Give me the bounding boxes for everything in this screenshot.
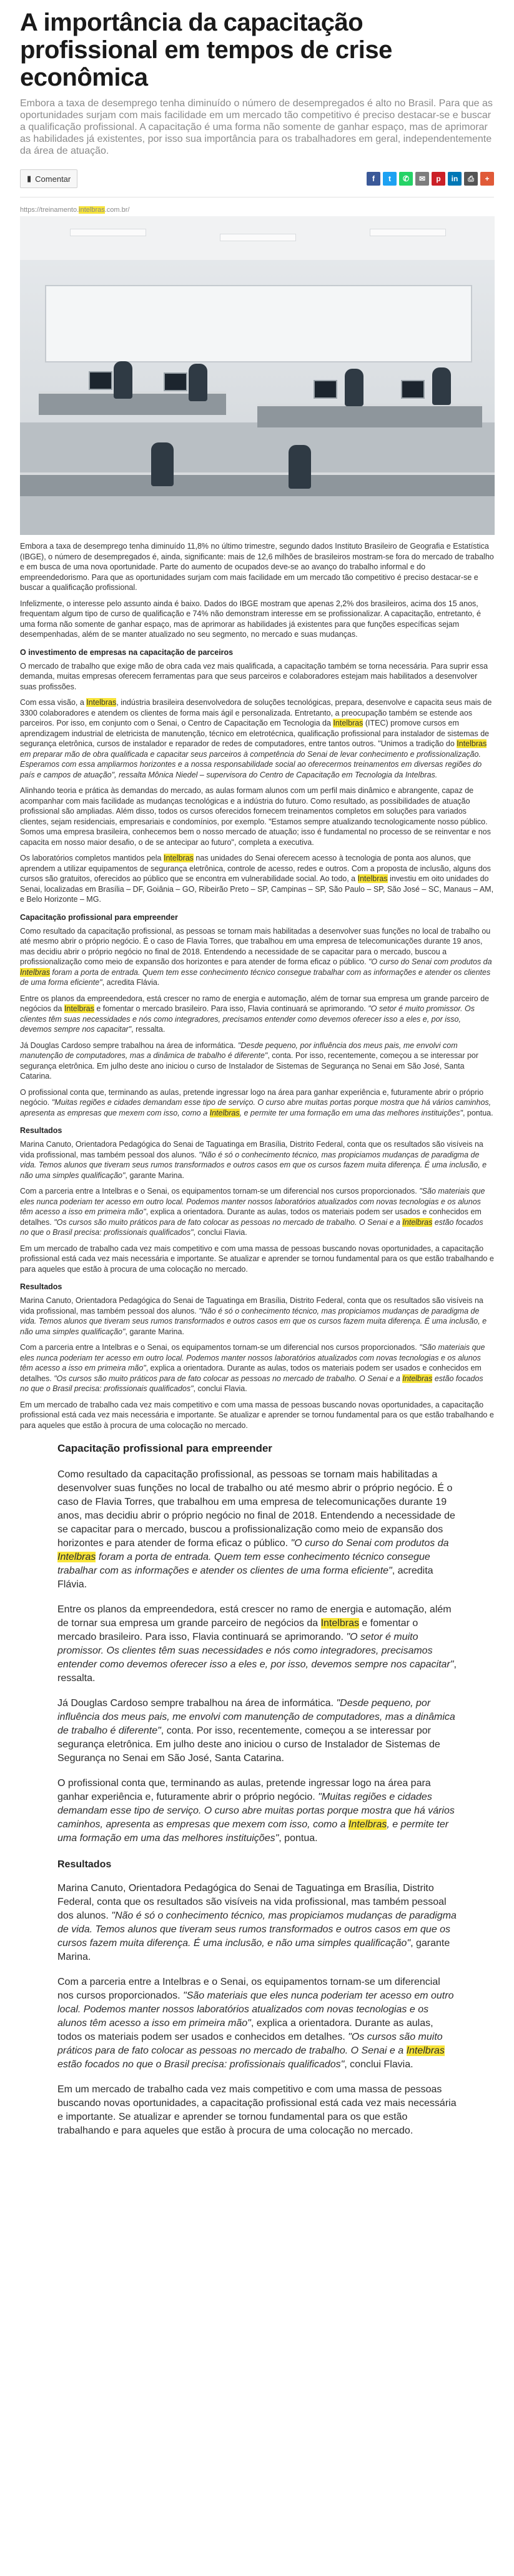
brand-highlight: Intelbras [348, 1819, 387, 1830]
brand-highlight: Intelbras [20, 967, 50, 977]
paragraph: Marina Canuto, Orientadora Pedagógica do Senai de Taguatinga em Brasília, Distrito Federal, conta que os resultados são visíveis na vida profissional, mas também pessoal dos alunos. "Não é só o conhecimento técnico, mas propiciamos mudanças de paradigma de vida. Temos alunos que tiveram seus rumos transformados e outros casos em que os cursos fazem muita diferença. É uma inclusão, e não uma simples qualificação", garante Marina. [20, 1296, 487, 1336]
image-source-suffix: .com.br/ [104, 206, 130, 214]
comment-button[interactable] [20, 169, 77, 188]
photo-wall-panel [45, 285, 472, 362]
paragraph: Os laboratórios completos mantidos pela Intelbras nas unidades do Senai oferecem acesso à tecnologia de ponta aos alunos, que aprendem a utilizar equipamentos de segurança eletrônica, controle de acesso, redes e outros. Com a proposta de inclusão, alguns dos cursos são gratuitos, oferecidos ao público que se encontra em vulnerabilidade social. Ao todo, a Intelbras investiu em oito unidades do Senai, localizadas em Brasília – DF, Goiânia – GO, Ribeirão Preto – SP, Campinas – SP, São Paulo – SP, São José – SC, Manaus – AM, e Belo Horizonte – MG. [20, 854, 494, 904]
section-heading: Capacitação profissional para empreender [57, 1442, 272, 1454]
section-heading: Capacitação profissional para empreender [20, 912, 178, 922]
brand-highlight: Intelbras [57, 1552, 96, 1562]
section-heading: O investimento de empresas na capacitação de parceiros [20, 647, 234, 657]
article-title: A importância da capacitação profissional em tempos de crise econômica [20, 9, 392, 91]
paragraph: O profissional conta que, terminando as aulas, pretende ingressar logo na área para ganhar experiência e, futuramente abrir o próprio negócio. "Muitas regiões e cidades demandam esse tipo de serviço. O curso abre muitas portas porque mostra que há vários caminhos, apresenta as empresas que mexem com isso, como a Intelbras, e permite ter uma formação em uma das melhores instituições", pontua. [57, 1778, 455, 1844]
comment-label: Comentar [35, 174, 71, 184]
article-subtitle: Embora a taxa de desemprego tenha diminuído o número de desempregados é alto no Brasil. Para que as oportunidades surjam com mais facilidade em um mercado tão competitivo é preciso destacar-se e buscar a qualificação profissional. A capacitação é uma forma não somente de ganhar espaço, mas de aprimorar as habilidades já existentes, por isso sua importância para os trabalhadores em geral, independentemente da área de atuação. [20, 98, 493, 156]
paragraph: O profissional conta que, terminando as aulas, pretende ingressar logo na área para ganhar experiência e, futuramente abrir o próprio negócio. "Muitas regiões e cidades demandam esse tipo de serviço. O curso abre muitas portas porque mostra que há vários caminhos, apresenta as empresas que mexem com isso, como a Intelbras, e permite ter uma formação em uma das melhores instituições", pontua. [20, 1087, 493, 1117]
brand-highlight: Intelbras [333, 719, 363, 727]
paragraph: Como resultado da capacitação profissional, as pessoas se tornam mais habilitadas a desenvolver suas funções no local de trabalho ou até mesmo abrir o próprio negócio. É o caso de Flavia Torres, que trabalhou em uma empresa de telecomunicações durante 19 anos, mas decidiu abrir o próprio negócio no final de 2018. Entendendo a necessidade de se capacitar para o mercado, buscou a profissionalização como meio de expansão dos horizontes e para atender de forma eficaz o público. "O curso do Senai com produtos da Intelbras foram a porta de entrada. Quem tem esse conhecimento técnico consegue trabalhar com as informações e atender os clientes de uma forma eficiente", acredita Flávia. [57, 1469, 455, 1590]
paragraph: Em um mercado de trabalho cada vez mais competitivo e com uma massa de pessoas buscando novas oportunidades, a capacitação profissional está cada vez mais necessária e importante. Se atualizar e aprender se tornou fundamental para os que estão trabalhando e para aqueles que estão à procura de uma colocação no mercado. [20, 1400, 494, 1430]
image-source [20, 206, 494, 214]
paragraph: Já Douglas Cardoso sempre trabalhou na área de informática. "Desde pequeno, por influência dos meus pais, me envolvi com manutenção de computadores, mas a dinâmica de trabalho é diferente", conta. Por isso, recentemente, começou a se interessar por segurança eletrônica. Em julho deste ano iniciou o curso de Instalador de Sistemas de Segurança no Senai em São José, Santa Catarina. [20, 1041, 479, 1081]
brand-highlight: Intelbras [402, 1217, 433, 1227]
paragraph: Entre os planos da empreendedora, está crescer no ramo de energia e automação, além de tornar sua empresa um grande parceiro de negócios da Intelbras e fomentar o mercado brasileiro. Para isso, Flavia continuará se aprimorando. "O setor é muito promissor. Os clientes têm suas necessidades e nós como integradores, precisamos entender como devemos oferecer isso a eles e, por isso, devemos sempre nos capacitar", ressalta. [57, 1604, 457, 1684]
article-body-small [20, 541, 494, 1430]
article-body-large [57, 1442, 457, 2138]
paragraph: Como resultado da capacitação profissional, as pessoas se tornam mais habilitadas a desenvolver suas funções no local de trabalho ou até mesmo abrir o próprio negócio. É o caso de Flavia Torres, que trabalhou em uma empresa de telecomunicações durante 19 anos, mas decidiu abrir o próprio negócio no final de 2018. Entendendo a necessidade de se capacitar para o mercado, buscou a profissionalização como meio de expansão dos horizontes e para atender de forma eficaz o público. "O curso do Senai com produtos da Intelbras foram a porta de entrada. Quem tem esse conhecimento técnico consegue trabalhar com as informações e atender os clientes de uma forma eficiente", acredita Flávia. [20, 926, 492, 987]
section-heading: Resultados [20, 1126, 62, 1135]
brand-highlight: Intelbras [86, 698, 117, 707]
print-icon[interactable]: ⎙ [464, 172, 478, 186]
facebook-icon[interactable]: f [367, 172, 380, 186]
paragraph: Infelizmente, o interesse pelo assunto ainda é baixo. Dados do IBGE mostram que apenas 2,2% dos brasileiros, acima dos 15 anos, frequentam algum tipo de curso de qualificação e 74% não demonstram interesse em se profissionalizar. A capacitação, entretanto, é uma forma não somente de ganhar espaço, mas de aprimorar as habilidades já existentes para que funções específicas sejam desempenhadas, além de se manter atualizado no seu segmento, no mercado e suas mudanças. [20, 599, 481, 639]
article-page [0, 9, 514, 2576]
twitter-icon[interactable]: t [383, 172, 397, 186]
paragraph: Já Douglas Cardoso sempre trabalhou na área de informática. "Desde pequeno, por influência dos meus pais, me envolvi com manutenção de computadores, mas a dinâmica de trabalho é diferente", conta. Por isso, recentemente, começou a se interessar por segurança eletrônica. Em julho deste ano iniciou o curso de Instalador de Sistemas de Segurança no Senai em São José, Santa Catarina. [57, 1698, 455, 1764]
hero-photo-classroom [20, 216, 495, 535]
section-heading: Resultados [57, 1859, 112, 1870]
image-source-highlight: intelbras [79, 206, 105, 214]
paragraph: Marina Canuto, Orientadora Pedagógica do Senai de Taguatinga em Brasília, Distrito Federal, conta que os resultados são visíveis na vida profissional, mas também pessoal dos alunos. "Não é só o conhecimento técnico, mas propiciamos mudanças de paradigma de vida. Temos alunos que tiveram seus rumos transformados e outros casos em que os cursos fazem muita diferença. É uma inclusão, e não uma simples qualificação", garante Marina. [20, 1140, 487, 1180]
brand-highlight: Intelbras [209, 1108, 240, 1117]
paragraph: Em um mercado de trabalho cada vez mais competitivo e com uma massa de pessoas buscando novas oportunidades, a capacitação profissional está cada vez mais necessária e importante. Se atualizar e aprender se tornou fundamental para os que estão trabalhando e para aqueles que estão à procura de uma colocação no mercado. [20, 1244, 494, 1274]
paragraph: Marina Canuto, Orientadora Pedagógica do Senai de Taguatinga em Brasília, Distrito Federal, conta que os resultados são visíveis na vida profissional, mas também pessoal dos alunos. "Não é só o conhecimento técnico, mas propiciamos mudanças de paradigma de vida. Temos alunos que tiveram seus rumos transformados e outros casos em que os cursos fazem muita diferença. É uma inclusão, e não uma simples qualificação", garante Marina. [57, 1883, 457, 1962]
email-icon[interactable]: ✉ [415, 172, 429, 186]
paragraph: Com a parceria entre a Intelbras e o Senai, os equipamentos tornam-se um diferencial nos cursos proporcionados. "São materiais que eles nunca poderiam ter acesso em outro local. Podemos manter nossos laboratórios atualizados com novas tecnologias e os alunos têm acesso a isso em primeira mão", explica a orientadora. Durante as aulas, todos os materiais podem ser usados e conhecidos em detalhes. "Os cursos são muito práticos para de fato colocar as pessoas no mercado de trabalho. O Senai e a Intelbras estão focados no que o Brasil precisa: profissionais qualificados", conclui Flavia. [20, 1343, 485, 1393]
article-toolbar [20, 169, 494, 188]
paragraph: Embora a taxa de desemprego tenha diminuído 11,8% no último trimestre, segundo dados Instituto Brasileiro de Geografia e Estatística (IBGE), o número de desempregados é, ainda, significante: mais de 12,6 milhões de brasileiros mostram-se fora do mercado de trabalho e em busca de uma nova oportunidade. Parte do aumento de ocupados deve-se ao avanço do trabalho informal e do empreendedorismo. Para que as oportunidades surjam com mais facilidade em um mercado tão competitivo é preciso destacar-se e buscar a qualificação profissional. [20, 542, 494, 592]
image-source-prefix: https://treinamento. [20, 206, 79, 214]
brand-highlight: Intelbras [406, 2045, 445, 2056]
brand-highlight: Intelbras [402, 1374, 433, 1383]
plus-icon[interactable]: + [480, 172, 494, 186]
paragraph: Entre os planos da empreendedora, está crescer no ramo de energia e automação, além de tornar sua empresa um grande parceiro de negócios da Intelbras e fomentar o mercado brasileiro. Para isso, Flavia continuará se aprimorando. "O setor é muito promissor. Os clientes têm suas necessidades e nós como integradores, precisamos entender como devemos oferecer isso a eles e, por isso, devemos sempre nos capacitar", ressalta. [20, 994, 490, 1034]
paragraph: Com a parceria entre a Intelbras e o Senai, os equipamentos tornam-se um diferencial nos cursos proporcionados. "São materiais que eles nunca poderiam ter acesso em outro local. Podemos manter nossos laboratórios atualizados com novas tecnologias e os alunos têm acesso a isso em primeira mão", explica a orientadora. Durante as aulas, todos os materiais podem ser usados e conhecidos em detalhes. "Os cursos são muito práticos para de fato colocar as pessoas no mercado de trabalho. O Senai e a Intelbras estão focados no que o Brasil precisa: profissionais qualificados", conclui Flavia. [57, 1977, 454, 2070]
brand-highlight: Intelbras [357, 874, 388, 883]
whatsapp-icon[interactable]: ✆ [399, 172, 413, 186]
brand-highlight: Intelbras [457, 739, 487, 748]
linkedin-icon[interactable]: in [448, 172, 462, 186]
paragraph: Com a parceria entre a Intelbras e o Senai, os equipamentos tornam-se um diferencial nos cursos proporcionados. "São materiais que eles nunca poderiam ter acesso em outro local. Podemos manter nossos laboratórios atualizados com novas tecnologias e os alunos têm acesso a isso em primeira mão", explica a orientadora. Durante as aulas, todos os materiais podem ser usados e conhecidos em detalhes. "Os cursos são muito práticos para de fato colocar as pessoas no mercado de trabalho. O Senai e a Intelbras estão focados no que o Brasil precisa: profissionais qualificados", conclui Flavia. [20, 1187, 485, 1237]
share-bar [367, 172, 494, 186]
comment-icon: ▮ [27, 174, 32, 183]
paragraph: Alinhando teoria e prática às demandas do mercado, as aulas formam alunos com um perfil mais dinâmico e abrangente, capaz de acompanhar com mais facilidade as mudanças tecnológicas e a indústria do futuro. Como resultado, as possibilidades de atuação profissional são ampliadas. Além disso, todos os cursos oferecidos fornecem treinamentos completos em soluções para variados clientes, sejam residenciais, empresariais e condomínios, por exemplo. "Estamos sempre atualizando tecnologicamente nosso público. Somos uma empresa brasileira, conhecemos bem o nosso mercado de atuação; isso é fundamental no processo de se reinventar e nos capacita em nosso maior desafio, o de se antecipar ao futuro", completa a executiva. [20, 786, 491, 847]
brand-highlight: Intelbras [64, 1004, 94, 1013]
section-heading: Resultados [20, 1282, 62, 1291]
paragraph: Em um mercado de trabalho cada vez mais competitivo e com uma massa de pessoas buscando novas oportunidades, a capacitação profissional está cada vez mais necessária e importante. Se atualizar e aprender se tornou fundamental para os que estão trabalhando e para aqueles que estão à procura de uma colocação no mercado. [57, 2084, 457, 2136]
brand-highlight: Intelbras [320, 1618, 359, 1629]
brand-highlight: Intelbras [163, 854, 194, 862]
paragraph: O mercado de trabalho que exige mão de obra cada vez mais qualificada, a capacitação também se torna necessária. Para suprir essa demanda, muitas empresas oferecem ferramentas para que seus parceiros e colaboradores estejam mais habilitados a desenvolver suas profissões. [20, 661, 488, 691]
paragraph: Com essa visão, a Intelbras, indústria brasileira desenvolvedora de soluções tecnológicas, prepara, desenvolve e capacita seus mais de 3300 colaboradores e atendem os clientes de forma mais ágil e personalizada. Entretanto, a preocupação também se estende aos parceiros. Por isso, em conjunto com o Senai, o Centro de Capacitação em Tecnologia da Intelbras (ITEC) promove cursos em aprendizagem industrial de eletricista de manutenção, técnico em eletrotécnica, qualificação profissional para instalador de sistemas de segurança eletrônica, cursos de instalador e reparador de redes de computadores, entre tantos outros. "Unimos a tradição do Intelbras em preparar mão de obra qualificada e capacitar seus parceiros à competência do Senai de levar conhecimento e profissionalização. Esperamos com essa ampliarmos horizontes e a nossa responsabilidade social ao oferecermos treinamentos em diversas regiões do país e campos de atuação", ressalta Mônica Niedel – supervisora do Centro de Capacitação em Tecnologia da Intelbras. [20, 698, 492, 779]
pinterest-icon[interactable]: p [432, 172, 445, 186]
